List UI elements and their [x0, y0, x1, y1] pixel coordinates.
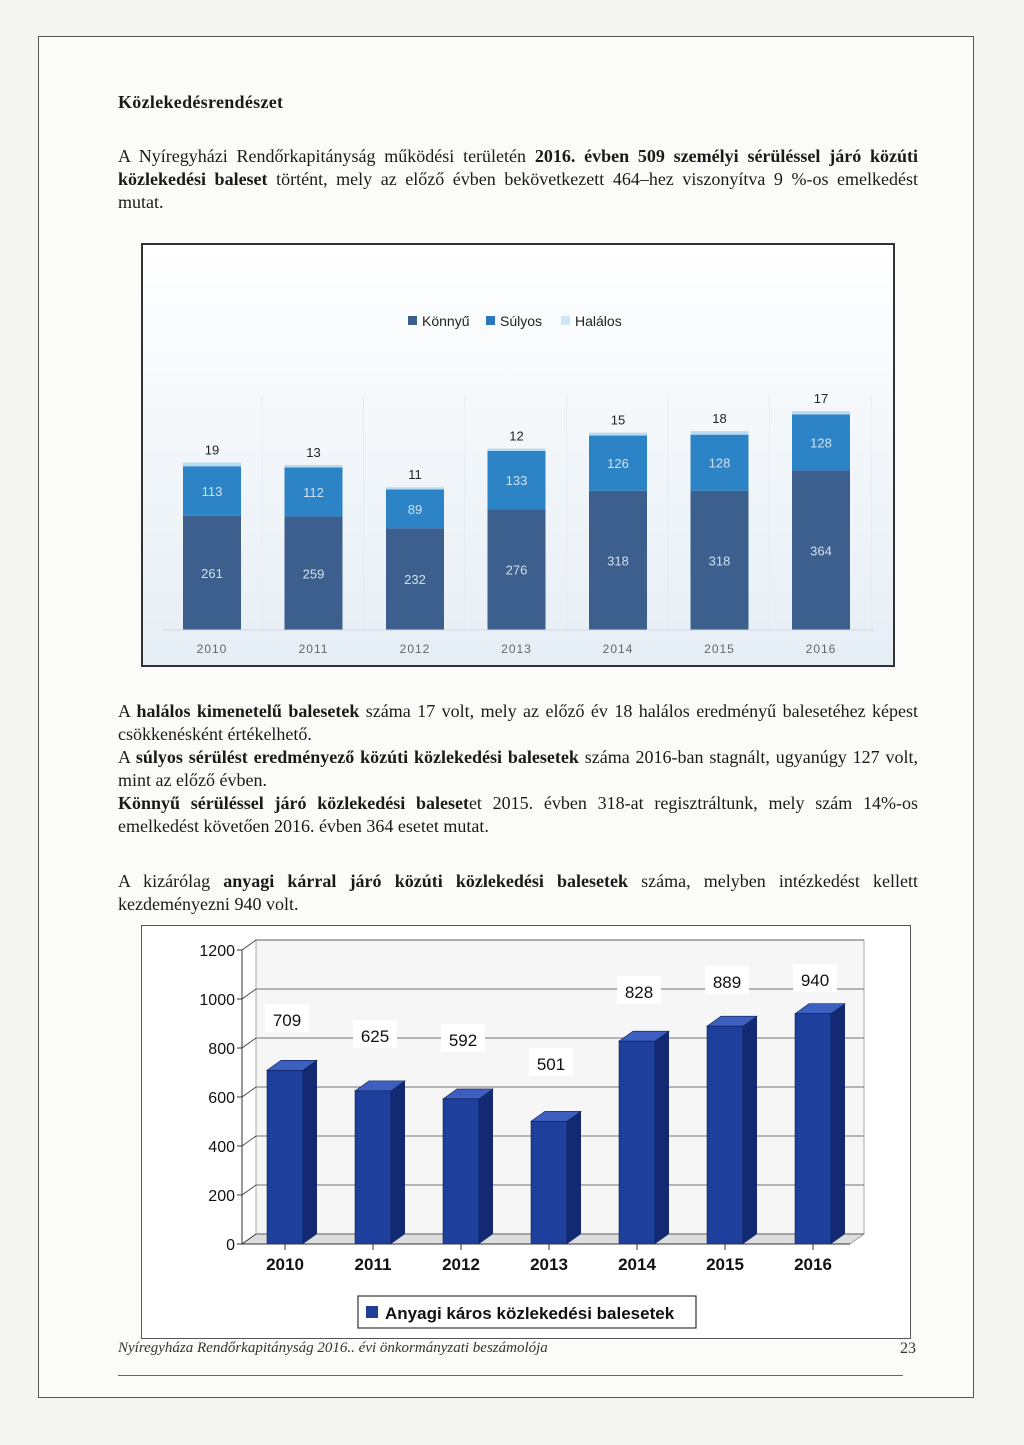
grid-diagonal	[242, 1087, 256, 1097]
text-run: történt, mely az előző évben bekövetkezett 464–hez viszonyítva 9 %-os emelkedést mutat.	[118, 169, 918, 212]
x-tick-label: 2010	[266, 1255, 304, 1274]
data-label: 318	[708, 553, 731, 569]
data-label: 276	[505, 562, 528, 578]
text-run: száma, melyben intézkedést kellett kezdeményezni 940 volt.	[118, 871, 918, 914]
data-label: 261	[201, 565, 223, 581]
y-tick-label: 1000	[199, 992, 235, 1009]
fatal-serious-light-paragraph	[118, 700, 918, 838]
bold-text-run: súlyos sérülést eredményező közúti közlekedési balesetek	[135, 747, 579, 767]
y-tick-label: 0	[226, 1237, 235, 1254]
text-run: et 2015. évben 318-at regisztráltunk, mely szám 14%-os emelkedést követően 2016. évben 364 esetet mutat.	[118, 793, 918, 836]
bar	[707, 1026, 743, 1244]
bar-segment-halálos	[792, 411, 850, 414]
x-tick-label: 2013	[501, 642, 532, 656]
bold-text-run: anyagi kárral járó közúti közlekedési balesetek	[223, 871, 628, 891]
bar-side	[479, 1089, 493, 1244]
data-label: 828	[624, 983, 654, 1002]
data-label: 12	[509, 428, 524, 444]
y-tick-label: 600	[208, 1090, 235, 1107]
bar-segment-halálos	[183, 462, 241, 466]
bar	[267, 1070, 303, 1244]
data-label: 112	[303, 485, 324, 501]
grid-diagonal	[242, 1185, 256, 1195]
bar-side	[303, 1060, 317, 1244]
bar-side	[567, 1111, 581, 1244]
data-label: 18	[712, 411, 727, 427]
x-tick-label: 2016	[805, 642, 837, 656]
data-label: 17	[813, 391, 829, 407]
x-tick-label: 2016	[794, 1255, 832, 1274]
legend-label: Anyagi káros közlekedési balesetek	[385, 1304, 675, 1323]
property-damage-paragraph	[118, 870, 918, 916]
x-tick-label: 2014	[618, 1255, 656, 1274]
text-run: száma 2016-ban stagnált, ugyanúgy 127 volt, mint az előző évben.	[118, 747, 918, 790]
bold-text-run: 2016. évben 509 személyi sérüléssel járó közúti közlekedési baleset	[118, 146, 918, 189]
data-label: 889	[712, 973, 742, 992]
bold-text-run: halálos kimenetelű balesetek	[136, 701, 360, 721]
data-label: 11	[408, 467, 422, 483]
bar	[355, 1091, 391, 1244]
legend-swatch	[561, 316, 570, 325]
bar-segment-halálos	[589, 433, 647, 436]
page-number: 23	[900, 1340, 916, 1357]
text-run: A	[118, 701, 137, 721]
grid-diagonal	[242, 1136, 256, 1146]
text-run: A	[118, 747, 136, 767]
data-label: 232	[404, 572, 426, 588]
grid-diagonal	[242, 989, 256, 999]
data-label: 709	[272, 1011, 302, 1030]
bar-chart-svg	[142, 926, 910, 1338]
legend-label: Halálos	[575, 313, 622, 329]
injury-accidents-chart	[141, 243, 895, 667]
x-tick-label: 2012	[442, 1255, 480, 1274]
y-tick-label: 800	[208, 1041, 235, 1058]
text-run: száma 17 volt, mely az előző év 18 halálos eredményű balesetéhez képest csökkenésként értékelhető.	[118, 701, 918, 744]
footer-rule	[118, 1375, 903, 1376]
page-footer: Nyíregyháza Rendőrkapitányság 2016.. évi önkormányzati beszámolója	[118, 1340, 548, 1356]
x-tick-label: 2011	[354, 1255, 392, 1274]
intro-paragraph	[118, 145, 918, 214]
bar-side	[743, 1016, 757, 1244]
x-tick-label: 2015	[704, 642, 735, 656]
bar-side	[831, 1004, 845, 1244]
x-tick-label: 2011	[298, 642, 329, 656]
x-tick-label: 2012	[399, 642, 431, 656]
data-label: 592	[448, 1031, 478, 1050]
y-tick-label: 400	[208, 1139, 235, 1156]
data-label: 113	[201, 483, 223, 499]
text-run: A Nyíregyházi Rendőrkapitányság működési területén	[118, 146, 535, 166]
data-label: 318	[607, 553, 629, 569]
legend-swatch	[366, 1306, 378, 1318]
data-label: 128	[810, 435, 832, 451]
data-label: 133	[505, 472, 528, 488]
legend-swatch	[408, 316, 417, 325]
bar	[531, 1121, 567, 1244]
bar-segment-halálos	[285, 465, 343, 468]
property-damage-chart	[141, 925, 911, 1339]
x-tick-label: 2010	[196, 642, 228, 656]
data-label: 501	[536, 1055, 566, 1074]
data-label: 940	[800, 971, 830, 990]
bar-side	[655, 1031, 669, 1244]
bold-text-run: Könnyű sérüléssel járó közlekedési baleset	[118, 793, 469, 813]
bar-segment-halálos	[386, 487, 444, 489]
data-label: 89	[407, 501, 423, 517]
data-label: 259	[302, 566, 325, 582]
data-label: 625	[360, 1027, 390, 1046]
stacked-bar-chart-svg	[143, 245, 893, 665]
bar	[443, 1099, 479, 1244]
bar-segment-halálos	[691, 431, 749, 435]
bar	[619, 1041, 655, 1244]
x-tick-label: 2014	[602, 642, 634, 656]
data-label: 13	[306, 444, 321, 460]
legend-label: Súlyos	[500, 313, 543, 329]
x-tick-label: 2013	[530, 1255, 568, 1274]
data-label: 364	[810, 543, 832, 559]
legend-label: Könnyű	[422, 313, 470, 329]
data-label: 19	[204, 442, 220, 458]
text-run: A kizárólag	[118, 871, 224, 891]
bar-side	[391, 1081, 405, 1244]
legend-swatch	[486, 316, 495, 325]
grid-diagonal	[242, 940, 256, 950]
data-label: 126	[607, 456, 629, 472]
x-tick-label: 2015	[706, 1255, 744, 1274]
bar-segment-halálos	[488, 448, 546, 450]
section-heading: Közlekedésrendészet	[118, 92, 284, 112]
grid-diagonal	[242, 1038, 256, 1048]
y-tick-label: 200	[208, 1188, 235, 1205]
y-tick-label: 1200	[199, 943, 235, 960]
bar	[795, 1014, 831, 1244]
data-label: 128	[708, 455, 731, 471]
data-label: 15	[610, 412, 626, 428]
